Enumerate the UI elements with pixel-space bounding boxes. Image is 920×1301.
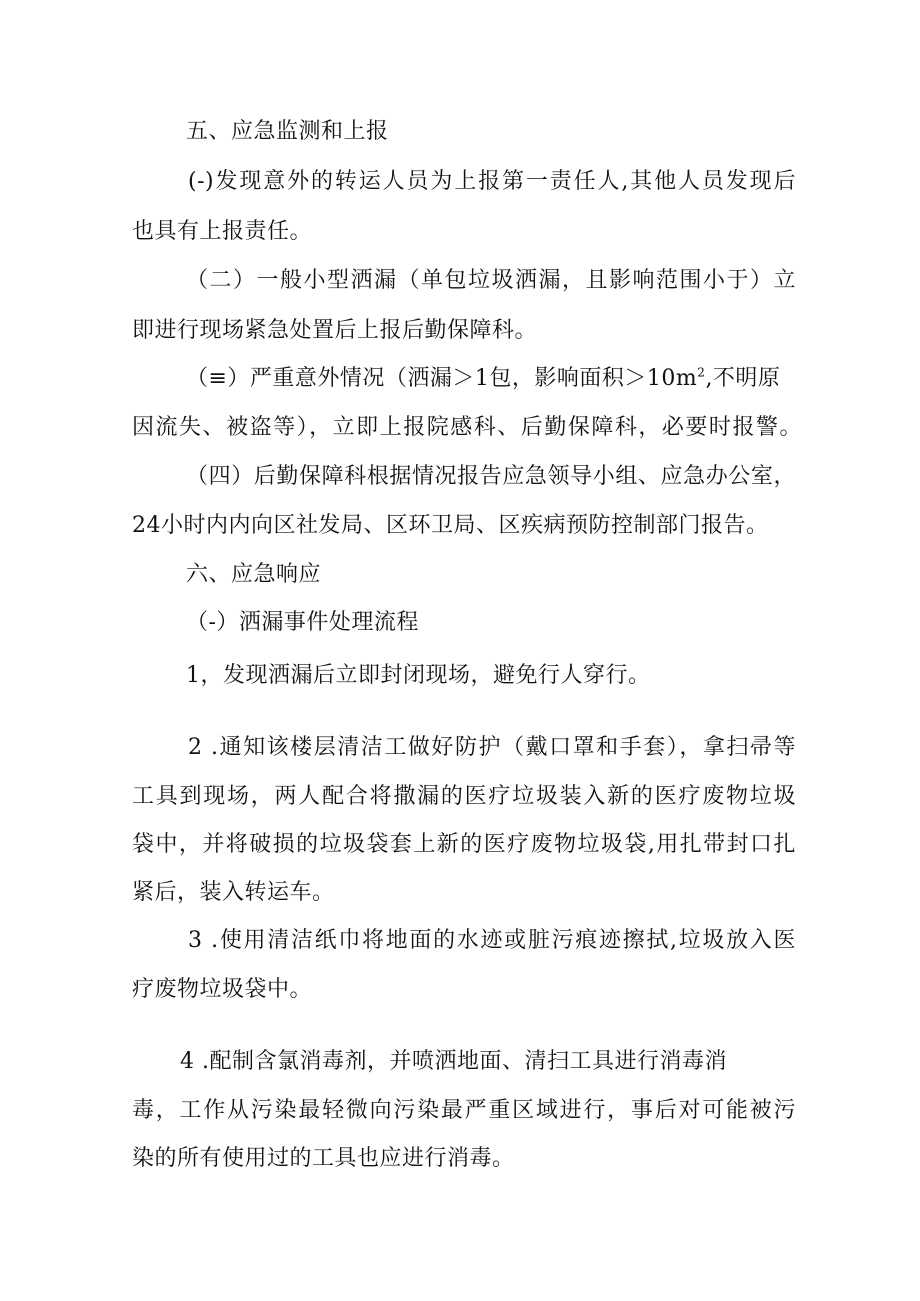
section-5-item-4-line-1: （四）后勤保障科根据情况报告应急领导小组、应急办公室， (186, 464, 796, 489)
step-2-line-4: 紧后，装入转运车。 (132, 880, 335, 905)
step-3-line-2: 疗废物垃圾袋中。 (132, 977, 313, 1002)
section-6-subheading: （-）洒漏事件处理流程 (186, 610, 419, 635)
section-6-heading: 六、应急响应 (186, 562, 322, 587)
step-4-line-3: 染的所有使用过的工具也应进行消毒。 (132, 1146, 515, 1171)
section-5-item-4-line-2: 24小时内内向区社发局、区环卫局、区疾病预防控制部门报告。 (132, 513, 769, 538)
section-5-heading: 五、应急监测和上报 (186, 119, 389, 144)
section-5-item-3-line-1-text: （≡）严重意外情况（洒漏＞1包，影响面积＞10m (186, 366, 698, 391)
step-4-line-2: 毒，工作从污染最轻微向污染最严重区域进行，事后对可能被污 (132, 1098, 796, 1123)
step-3-line-1: 3 .使用清洁纸巾将地面的水迹或脏污痕迹擦拭,垃圾放入医 (188, 928, 796, 953)
section-5-item-2-line-1: （二）一般小型洒漏（单包垃圾洒漏，且影响范围小于）立 (186, 268, 796, 293)
step-2-line-2: 工具到现场，两人配合将撒漏的医疗垃圾装入新的医疗废物垃圾 (132, 784, 796, 809)
section-5-item-3-line-2: 因流失、被盗等），立即上报院感科、后勤保障科，必要时报警。 (132, 415, 802, 440)
step-4-line-1: 4 .配制含氯消毒剂，并喷洒地面、清扫工具进行消毒消 (180, 1049, 727, 1074)
section-5-item-3-line-1 (186, 364, 780, 394)
superscript-two: 2 (697, 365, 706, 380)
section-5-item-1-line-2: 也具有上报责任。 (132, 219, 313, 244)
step-2-line-1: 2 .通知该楼层清洁工做好防护（戴口罩和手套），拿扫帚等 (188, 735, 796, 760)
section-5-item-1-line-1: (-)发现意外的转运人员为上报第一责任人,其他人员发现后 (188, 169, 796, 194)
section-5-item-2-line-2: 即进行现场紧急处置后上报后勤保障科。 (132, 318, 538, 343)
section-5-item-3-line-1-tail: ,不明原 (705, 366, 781, 391)
step-2-line-3: 袋中，并将破损的垃圾袋套上新的医疗废物垃圾袋,用扎带封口扎 (132, 832, 796, 857)
step-1: 1，发现洒漏后立即封闭现场，避免行人穿行。 (186, 663, 651, 688)
